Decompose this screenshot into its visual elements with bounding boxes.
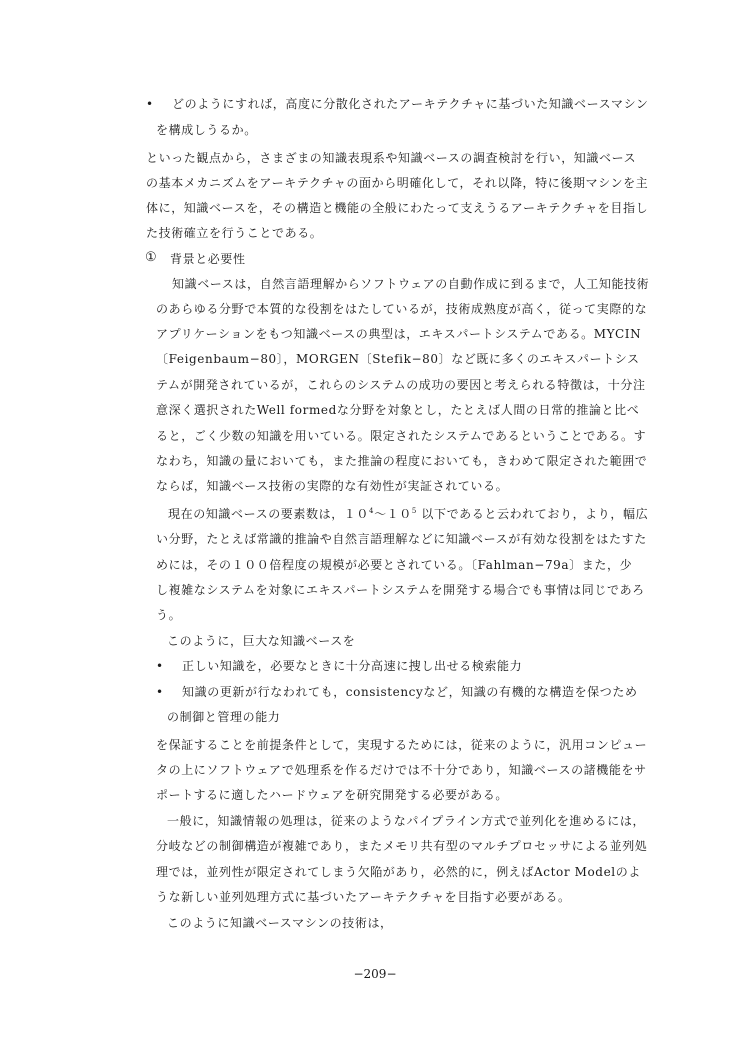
bullet-marker: • <box>156 685 164 699</box>
p1-line-7: ると，ごく少数の知識を用いている。限定されたシステムであるということである。す <box>156 429 647 443</box>
p1-line-1: 知識ベースは，自然言語理解からソフトウェアの自動作成に到るまで，人工知能技術 <box>172 277 650 291</box>
p1-line-6: 意深く選択されたWell formedな分野を対象とし，たとえば人間の日常的推論と比べ <box>156 403 640 417</box>
p2-line-3: めには，その１００倍程度の規模が必要とされている。〔Fahlman−79a〕また，少 <box>156 558 633 572</box>
p2-line-1-part-a: 現在の知識ベースの要素数は，１０ <box>168 507 370 521</box>
intro-line-3: 体に，知識ベースを，その構造と機能の全般にわたって支えうるアーキテクチャを目指し <box>146 201 649 215</box>
bullet-3-line-1: 知識の更新が行なわれても，consistencyなど，知識の有機的な構造を保つため <box>182 685 638 699</box>
p4-line-1: を保証することを前提条件として，実現するためには，従来のように，汎用コンピュー <box>156 738 648 752</box>
p2-line-2: い分野，たとえば常識的推論や自然言語理解などに知識ベースが有効な役割をはたすた <box>156 532 647 546</box>
p2-line-4: し複雑なシステムを対象にエキスパートシステムを開発する場合でも事情は同じであろ <box>156 583 645 597</box>
bullet-3-line-2: の制御と管理の能力 <box>167 710 281 724</box>
p5-line-1: 一般に，知識情報の処理は，従来のようなパイプライン方式で並列化を進めるには， <box>167 814 646 828</box>
section-title: 背景と必要性 <box>170 252 246 266</box>
intro-line-2: の基本メカニズムをアーキテクチャの面から明確化して，それ以降，特に後期マシンを主 <box>146 176 649 190</box>
p5-line-3: 理では，並列性が限定されてしまう欠陥があり，必然的に，例えばActor Modelのよ <box>156 865 641 879</box>
exponent-4: 4 <box>369 507 375 515</box>
p1-line-3: アプリケーションをもつ知識ベースの典型は，エキスパートシステムである。MYCIN <box>156 327 642 341</box>
p4-line-2: タの上にソフトウェアで処理系を作るだけでは不十分であり，知識ベースの諸機能をサ <box>156 763 647 777</box>
p2-line-1-part-c: 以下であると云われており，より，幅広 <box>421 507 649 521</box>
p2-line-1 <box>168 506 648 522</box>
p2-line-1-part-b: ～１０ <box>374 507 412 521</box>
p1-line-8: なわち，知識の量においても，また推論の程度においても，きわめて限定された範囲で <box>156 454 648 468</box>
p1-line-2: のあらゆる分野で本質的な役割をはたしているが，技術成熟度が高く，従って実際的な <box>156 302 648 316</box>
page-number: −209− <box>353 967 397 981</box>
bullet-1-line-2: を構成しうるか。 <box>156 123 257 137</box>
bullet-marker: • <box>146 97 154 111</box>
p1-line-9: ならば，知識ベース技術の実際的な有効性が実証されている。 <box>156 479 509 493</box>
p1-line-5: テムが開発されているが，これらのシステムの成功の要因と考えられる特徴は，十分注 <box>156 378 646 392</box>
p2-line-5: う。 <box>156 608 182 622</box>
exponent-5: 5 <box>411 507 417 515</box>
p4-line-3: ポートするに適したハードウェアを研究開発する必要がある。 <box>156 788 508 802</box>
p1-line-4: 〔Feigenbaum−80〕，MORGEN〔Stefik−80〕など既に多くのエキスパートシス <box>156 352 640 366</box>
p3-line-1: このように，巨大な知識ベースを <box>167 634 356 648</box>
bullet-2-line-1: 正しい知識を，必要なときに十分高速に捜し出せる検索能力 <box>182 659 523 673</box>
bullet-1-line-1: どのようにすれば，高度に分散化されたアーキテクチャに基づいた知識ベースマシン <box>172 97 649 111</box>
p6-line-1: このように知識ベースマシンの技術は， <box>167 916 393 930</box>
bullet-marker: • <box>156 659 164 673</box>
section-number-circle: ① <box>145 250 157 265</box>
intro-line-1: といった観点から，さまざまの知識表現系や知識ベースの調査検討を行い，知識ベース <box>146 151 637 165</box>
intro-line-4: た技術確立を行うことである。 <box>146 226 323 240</box>
p5-line-2: 分岐などの制御構造が複雑であり，またメモリ共有型のマルチプロセッサによる並列処 <box>156 839 648 853</box>
p5-line-4: うな新しい並列処理方式に基づいたアーキテクチャを目指す必要がある。 <box>156 890 571 904</box>
